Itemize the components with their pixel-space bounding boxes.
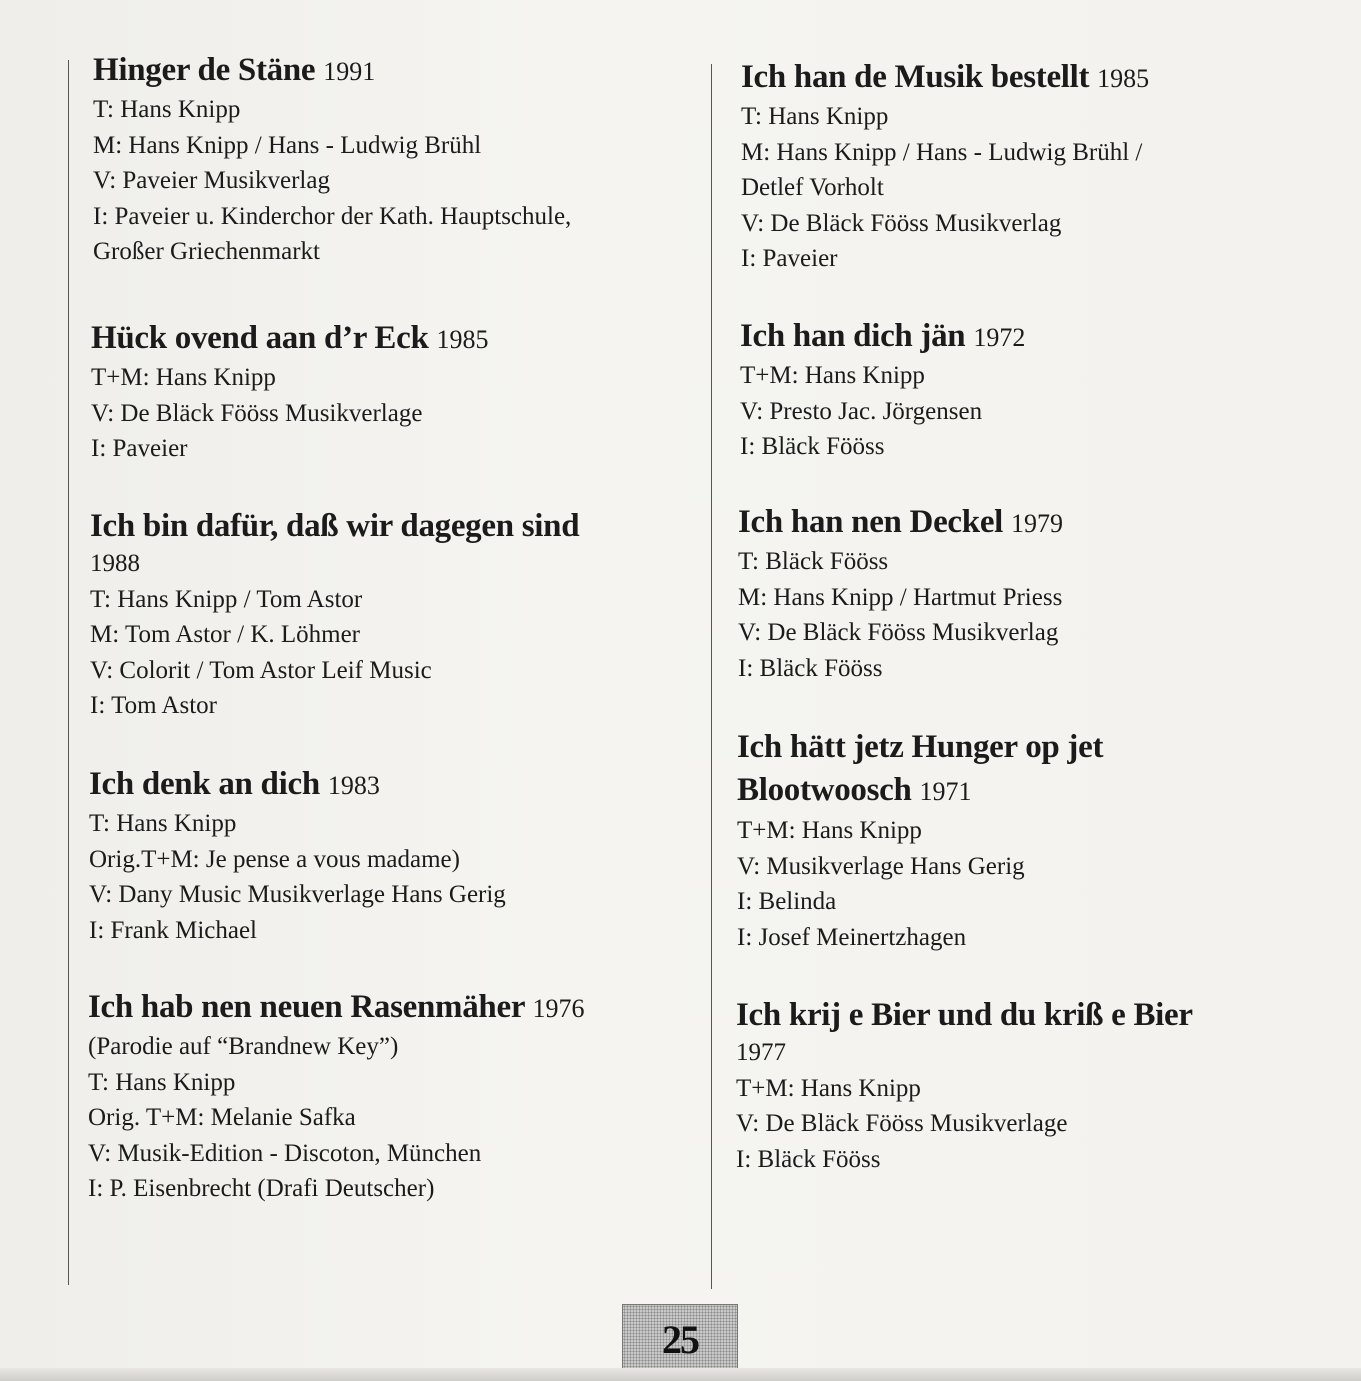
song-entry [93,50,693,270]
page-number-box [622,1304,738,1374]
song-credit: T+M: Hans Knipp [737,817,922,844]
song-credit: Detlef Vorholt [741,174,884,201]
song-year: 1991 [323,57,376,86]
song-credit: V: De Bläck Fööss Musikverlage [91,399,423,427]
song-credit: I: Bläck Fööss [740,433,885,460]
song-credit: I: Belinda [737,888,837,915]
song-credit: T: Hans Knipp [93,96,241,123]
song-title: Ich han de Musik bestellt 1985 [741,59,1150,95]
song-credit: M: Tom Astor / K. Löhmer [90,621,361,648]
song-credit: I: Paveier [91,435,188,462]
song-credit: I: Josef Meinertzhagen [737,923,967,951]
song-credit: V: De Bläck Fööss Musikverlag [738,619,1059,646]
song-credit: T: Hans Knipp [89,810,237,837]
song-credit: T+M: Hans Knipp [740,362,925,389]
song-credit: M: Hans Knipp / Hartmut Priess [738,583,1063,611]
song-entry [737,726,1297,955]
song-year: 1972 [973,323,1026,352]
song-title: Ich krij e Bier und du kriß e Bier [736,997,1193,1033]
song-credit: V: Musik-Edition - Discoton, München [88,1139,482,1167]
song-credit: I: Bläck Fööss [736,1145,881,1173]
song-title: Ich han dich jän 1972 [740,318,1026,354]
song-credit: Orig. T+M: Melanie Safka [88,1104,356,1131]
left-column-rule [68,60,69,1285]
song-credit: I: Bläck Fööss [738,654,883,682]
page-bottom-edge [0,1368,1361,1381]
song-credit: I: P. Eisenbrecht (Drafi Deutscher) [88,1175,435,1202]
song-title: Ich hätt jetz Hunger op jet [737,729,1104,765]
song-credit: V: Presto Jac. Jörgensen [740,397,983,425]
song-credit: (Parodie auf “Brandnew Key”) [88,1033,399,1060]
song-credit: Großer Griechenmarkt [93,238,320,265]
song-credit: I: Paveier [741,245,838,272]
song-title: Blootwoosch 1971 [737,772,972,808]
song-year: 1988 [90,550,140,577]
song-credit: V: De Bläck Fööss Musikverlag [741,209,1062,237]
song-credit: Orig.T+M: Je pense a vous madame) [89,845,460,873]
right-column-rule [711,64,712,1289]
song-title: Ich denk an dich 1983 [89,766,380,802]
song-credit: I: Paveier u. Kinderchor der Kath. Hauptschule, [93,202,572,230]
song-entry [89,764,689,948]
song-entry [90,506,690,724]
song-credit: I: Tom Astor [90,692,217,719]
song-year: 1977 [736,1039,786,1066]
song-credit: T+M: Hans Knipp [736,1074,921,1102]
song-credit: T: Hans Knipp [741,103,889,130]
song-credit: T: Bläck Fööss [738,548,889,575]
song-credit: V: De Bläck Fööss Musikverlage [736,1110,1068,1137]
song-credit: V: Dany Music Musikverlage Hans Gerig [89,881,506,908]
song-credit: T: Hans Knipp / Tom Astor [90,585,363,613]
song-credit: V: Colorit / Tom Astor Leif Music [90,656,432,684]
song-title: Ich bin dafür, daß wir dagegen sind [90,508,580,544]
song-credit: V: Musikverlage Hans Gerig [737,852,1025,880]
song-entry [736,995,1296,1177]
song-credit: M: Hans Knipp / Hans - Ludwig Brühl [93,131,482,159]
song-year: 1976 [532,994,585,1023]
page-number: 25 [662,1316,698,1362]
song-year: 1985 [1097,64,1150,93]
song-year: 1971 [919,777,972,806]
song-entry [741,57,1301,277]
song-year: 1979 [1011,509,1063,538]
song-credit: M: Hans Knipp / Hans - Ludwig Brühl / [741,138,1143,166]
song-entry [738,502,1298,686]
song-title: Hück ovend aan d’r Eck 1985 [91,320,489,356]
song-credit: T: Hans Knipp [88,1068,236,1096]
song-title: Ich han nen Deckel 1979 [738,504,1063,540]
song-title: Hinger de Stäne 1991 [93,52,376,88]
song-entry [91,318,691,467]
song-entry [88,987,688,1207]
song-entry [740,316,1300,465]
song-title: Ich hab nen neuen Rasenmäher 1976 [88,989,585,1025]
song-credit: T+M: Hans Knipp [91,364,276,391]
song-year: 1983 [327,771,380,800]
song-year: 1985 [436,325,489,354]
song-credit: I: Frank Michael [89,916,258,944]
song-credit: V: Paveier Musikverlag [93,167,330,194]
